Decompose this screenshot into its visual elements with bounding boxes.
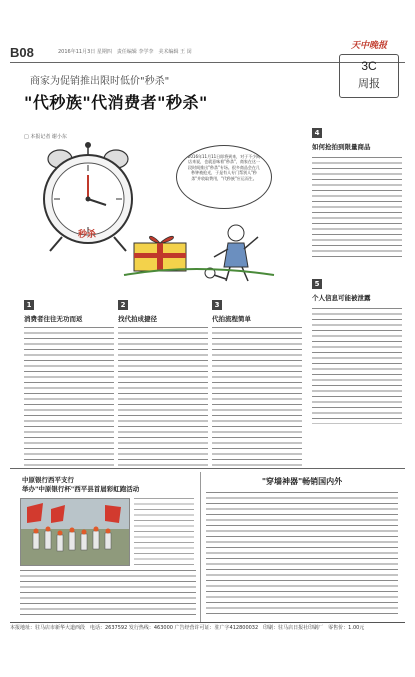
body-text-block [312, 157, 402, 261]
newspaper-logo: 天中晚报 [350, 41, 387, 51]
body-text-block [118, 327, 208, 467]
page-footer [10, 622, 405, 630]
story-title-line2: 举办"中原银行杯"西平县首届彩虹跑活动 [22, 485, 140, 493]
section-divider [10, 468, 405, 469]
story-body-text [206, 492, 398, 618]
body-text-block [24, 327, 114, 467]
section-code: 3C [361, 59, 377, 73]
section-heading: 找代拍成捷径 [118, 315, 157, 323]
footer-text: 本报地址：驻马店市新华大道西段 电话：2637592 发行热线：463000 广告经营许可证：驻广字412800032 印刷：驻马店日报社印刷厂 零售价：1.00元 [10, 625, 365, 631]
clock-illustration [14, 125, 304, 287]
story-wall-device [206, 476, 398, 487]
story-side-text [134, 498, 194, 566]
section-number: 5 [312, 279, 322, 289]
body-text-block [212, 327, 302, 467]
article-column-2 [118, 292, 208, 467]
byline: □ 本报记者 谢小东 [24, 134, 67, 140]
story-title-line1: 中原银行西平支行 [22, 476, 74, 484]
section-box [339, 54, 399, 98]
article-column-3 [212, 292, 302, 467]
section-number: 4 [312, 128, 322, 138]
story-title: "穿墙神器"畅销国内外 [261, 477, 343, 486]
header-meta: 2016年11月3日 星期四 责任编辑 李学李 美术编辑 王 闵 [58, 49, 192, 55]
runners-photo [21, 499, 130, 566]
section-number: 1 [24, 300, 34, 310]
cartoon-illustration [14, 125, 304, 287]
article-column-1 [24, 292, 114, 467]
section-heading: 个人信息可能被泄露 [312, 294, 371, 302]
article-kicker: 商家为促销推出限时低价"秒杀" [30, 76, 170, 87]
story-body-text [20, 570, 196, 618]
miaosha-stamp: 秒杀 [78, 230, 97, 240]
section-heading: 消费者往往无功而返 [24, 315, 83, 323]
section-number: 3 [212, 300, 222, 310]
news-photo [20, 498, 130, 566]
section-heading: 代拍流程简单 [212, 315, 251, 323]
section-heading: 如何抢拍到限量商品 [312, 143, 371, 151]
section-number: 2 [118, 300, 128, 310]
column-rule [200, 472, 201, 622]
right-column [312, 120, 402, 424]
body-text-block [312, 308, 402, 424]
page-header [10, 42, 328, 64]
page-code: B08 [10, 45, 34, 60]
section-name: 周报 [358, 77, 380, 90]
speech-bubble: 2016年11月11日即将到来，对于不少网店来说，也就意味着"秒杀"，商家在这一段时间推出"秒杀"专场。很多商品会在几秒钟被抢光，于是有人专门帮别人"秒杀"并收取费用，"代秒族"应运而生。 [176, 145, 272, 209]
story-bank-event [22, 476, 194, 494]
article-title: "代秒族"代消费者"秒杀" [24, 93, 208, 112]
